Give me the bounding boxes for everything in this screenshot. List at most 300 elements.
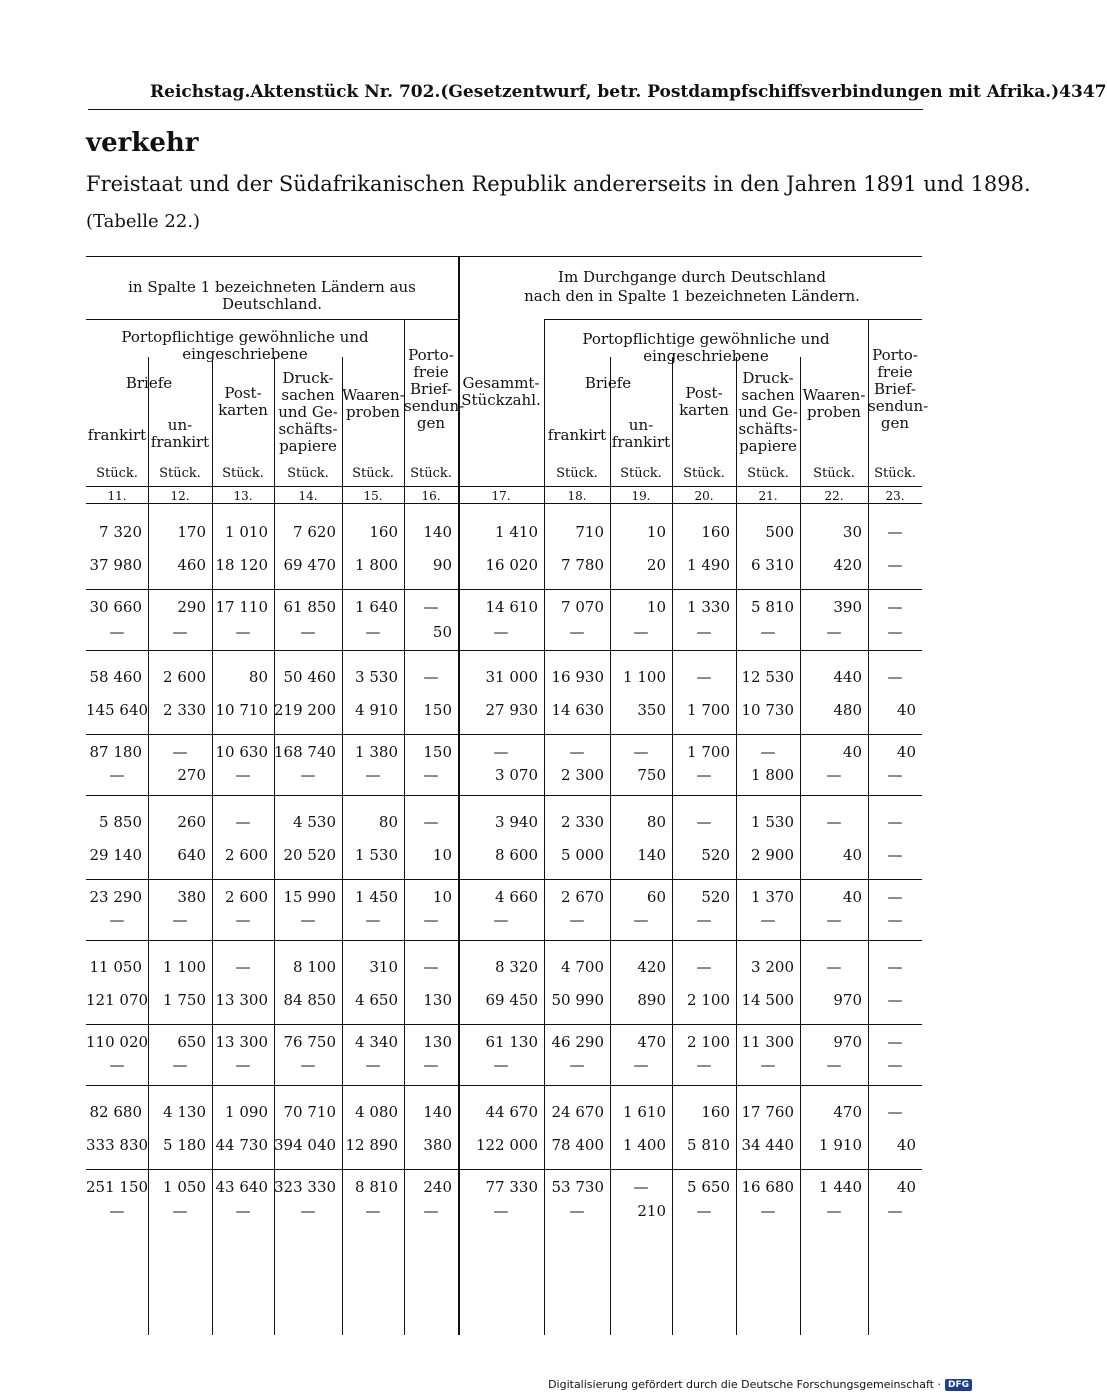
table-cell: 1 640 <box>355 598 398 616</box>
column-rule <box>404 319 405 1335</box>
table-cell: — <box>887 523 903 541</box>
table-cell: 270 <box>177 766 206 784</box>
column-rule <box>148 357 149 1335</box>
table-cell: 5 650 <box>687 1178 730 1196</box>
table-cell: 12 530 <box>741 668 794 686</box>
unit-label: Stück. <box>222 466 264 481</box>
table-cell: 1 910 <box>819 1136 862 1154</box>
column-rule <box>274 357 275 1335</box>
table-cell: — <box>887 766 903 784</box>
column-rule <box>458 257 460 1335</box>
table-cell: — <box>172 911 188 929</box>
table-cell: 5 810 <box>687 1136 730 1154</box>
table-cell: 7 620 <box>293 523 336 541</box>
table-cell: 1 530 <box>355 846 398 864</box>
unit-label: Stück. <box>747 466 789 481</box>
table-cell: — <box>423 1202 439 1220</box>
briefe-header-right: Briefe <box>584 374 632 392</box>
table-cell: 420 <box>833 556 862 574</box>
table-cell: 750 <box>637 766 666 784</box>
column-rule <box>342 357 343 1335</box>
table-cell: 710 <box>575 523 604 541</box>
table-cell: — <box>109 623 125 641</box>
table-cell: — <box>887 846 903 864</box>
table-cell: 40 <box>896 1178 916 1196</box>
table-cell: — <box>887 556 903 574</box>
table-cell: 14 630 <box>551 701 604 719</box>
table-cell: — <box>423 813 439 831</box>
table-cell: 420 <box>637 958 666 976</box>
table-cell: 1 610 <box>623 1103 666 1121</box>
table-cell: 140 <box>637 846 666 864</box>
table-cell: — <box>423 766 439 784</box>
unit-label: Stück. <box>352 466 394 481</box>
table-cell: — <box>887 623 903 641</box>
table-cell: 970 <box>833 1033 862 1051</box>
table-cell: — <box>493 623 509 641</box>
table-cell: 7 070 <box>561 598 604 616</box>
table-cell: — <box>696 623 712 641</box>
column-rule <box>868 319 869 1335</box>
column-header-11: frankirt <box>87 426 147 444</box>
table-cell: 140 <box>423 1103 452 1121</box>
table-cell: — <box>365 1202 381 1220</box>
unit-label: Stück. <box>683 466 725 481</box>
table-cell: 160 <box>701 523 730 541</box>
table-cell: 10 <box>432 846 452 864</box>
table-cell: — <box>887 911 903 929</box>
table-cell: — <box>300 911 316 929</box>
table-cell: 333 830 <box>86 1136 149 1154</box>
column-number: 12. <box>170 489 190 503</box>
column-header-13: Post- karten <box>218 384 268 419</box>
table-cell: 640 <box>177 846 206 864</box>
table-cell: — <box>300 766 316 784</box>
table-cell: 4 130 <box>163 1103 206 1121</box>
table-cell: 5 000 <box>561 846 604 864</box>
briefe-header-left: Briefe <box>125 374 173 392</box>
table-cell: — <box>696 813 712 831</box>
table-cell: 17 760 <box>741 1103 794 1121</box>
group-header-right-line2: nach den in Spalte 1 bezeichneten Ländern. <box>524 287 860 305</box>
group-header-right-line1: Im Durchgange durch Deutschland <box>558 268 826 286</box>
table-cell: 1 800 <box>751 766 794 784</box>
table-cell: 50 <box>432 623 452 641</box>
table-cell: 160 <box>369 523 398 541</box>
table-cell: 290 <box>177 598 206 616</box>
table-cell: 1 750 <box>163 991 206 1009</box>
table-cell: 520 <box>701 846 730 864</box>
table-cell: 150 <box>423 743 452 761</box>
unit-label: Stück. <box>813 466 855 481</box>
table-cell: — <box>235 766 251 784</box>
page-number: 4347 <box>1059 82 1107 102</box>
table-cell: — <box>760 1202 776 1220</box>
group-header-left: in Spalte 1 bezeichneten Ländern aus Deutschland. <box>128 278 416 313</box>
table-cell: 80 <box>646 813 666 831</box>
table-cell: 10 630 <box>215 743 268 761</box>
heading-verkehr: verkehr <box>86 128 199 158</box>
table-cell: 470 <box>833 1103 862 1121</box>
table-cell: — <box>633 623 649 641</box>
table-cell: — <box>493 743 509 761</box>
table-cell: 11 050 <box>89 958 142 976</box>
table-cell: 8 100 <box>293 958 336 976</box>
column-header-18: frankirt <box>547 426 607 444</box>
column-header-16: Porto- freie Brief- sendun- gen <box>404 346 465 432</box>
table-cell: — <box>235 1056 251 1074</box>
table-cell: — <box>826 1202 842 1220</box>
table-cell: — <box>569 1056 585 1074</box>
table-cell: 37 980 <box>89 556 142 574</box>
table-cell: — <box>365 911 381 929</box>
table-cell: — <box>493 1056 509 1074</box>
table-cell: 4 080 <box>355 1103 398 1121</box>
column-header-23: Porto- freie Brief- sendun- gen <box>868 346 929 432</box>
table-cell: — <box>696 668 712 686</box>
table-cell: 24 670 <box>551 1103 604 1121</box>
table-cell: 16 930 <box>551 668 604 686</box>
table-cell: 69 470 <box>283 556 336 574</box>
table-cell: 40 <box>842 743 862 761</box>
table-cell: 2 900 <box>751 846 794 864</box>
table-cell: 61 850 <box>283 598 336 616</box>
column-number: 11. <box>107 489 127 503</box>
table-cell: — <box>696 1202 712 1220</box>
table-cell: 30 <box>842 523 862 541</box>
unit-label: Stück. <box>874 466 916 481</box>
table-cell: 1 400 <box>623 1136 666 1154</box>
table-cell: — <box>235 813 251 831</box>
table-cell: 2 600 <box>225 888 268 906</box>
table-cell: 3 940 <box>495 813 538 831</box>
table-cell: 10 <box>432 888 452 906</box>
table-cell: 61 130 <box>485 1033 538 1051</box>
table-cell: — <box>300 623 316 641</box>
table-cell: 27 930 <box>485 701 538 719</box>
column-number: 18. <box>567 489 587 503</box>
table-cell: 14 500 <box>741 991 794 1009</box>
table-cell: 520 <box>701 888 730 906</box>
column-number: 17. <box>491 489 511 503</box>
table-cell: 130 <box>423 991 452 1009</box>
unit-label: Stück. <box>620 466 662 481</box>
table-cell: 34 440 <box>741 1136 794 1154</box>
table-cell: 20 520 <box>283 846 336 864</box>
table-cell: 77 330 <box>485 1178 538 1196</box>
table-cell: — <box>887 813 903 831</box>
table-cell: 60 <box>646 888 666 906</box>
table-cell: — <box>826 623 842 641</box>
column-header-19: un- frankirt <box>611 416 671 451</box>
table-cell: — <box>826 958 842 976</box>
table-cell: 50 460 <box>283 668 336 686</box>
table-cell: 4 530 <box>293 813 336 831</box>
table-cell: 350 <box>637 701 666 719</box>
table-cell: — <box>760 911 776 929</box>
table-cell: — <box>633 1056 649 1074</box>
table-cell: 17 110 <box>215 598 268 616</box>
table-cell: — <box>887 958 903 976</box>
table-cell: 1 410 <box>495 523 538 541</box>
table-cell: — <box>365 1056 381 1074</box>
table-cell: 2 330 <box>561 813 604 831</box>
table-cell: 29 140 <box>89 846 142 864</box>
table-cell: 1 100 <box>623 668 666 686</box>
table-cell: 90 <box>432 556 452 574</box>
table-cell: — <box>887 1033 903 1051</box>
table-cell: 4 910 <box>355 701 398 719</box>
table-cell: 10 710 <box>215 701 268 719</box>
table-cell: 145 640 <box>86 701 149 719</box>
table-cell: — <box>569 623 585 641</box>
table-cell: 251 150 <box>86 1178 149 1196</box>
table-cell: 10 <box>646 523 666 541</box>
table-cell: 82 680 <box>89 1103 142 1121</box>
table-cell: — <box>235 623 251 641</box>
table-cell: — <box>109 766 125 784</box>
table-cell: 44 670 <box>485 1103 538 1121</box>
table-cell: 20 <box>646 556 666 574</box>
table-cell: — <box>172 1202 188 1220</box>
table-cell: 1 090 <box>225 1103 268 1121</box>
table-cell: 130 <box>423 1033 452 1051</box>
table-cell: 18 120 <box>215 556 268 574</box>
unit-label: Stück. <box>287 466 329 481</box>
table-cell: 5 180 <box>163 1136 206 1154</box>
subheader-left: Portopflichtige gewöhnliche und eingeschriebene <box>121 328 369 363</box>
table-cell: 2 330 <box>163 701 206 719</box>
table-cell: 1 450 <box>355 888 398 906</box>
table-cell: 260 <box>177 813 206 831</box>
table-cell: 6 310 <box>751 556 794 574</box>
table-cell: 15 990 <box>283 888 336 906</box>
table-cell: 1 700 <box>687 701 730 719</box>
table-cell: 43 640 <box>215 1178 268 1196</box>
table-cell: 10 730 <box>741 701 794 719</box>
table-cell: 40 <box>842 846 862 864</box>
table-cell: 13 300 <box>215 1033 268 1051</box>
table-reference: (Tabelle 22.) <box>86 211 201 232</box>
table-cell: 394 040 <box>274 1136 337 1154</box>
running-head-left: Reichstag. <box>150 82 251 102</box>
table-cell: — <box>423 958 439 976</box>
column-rule <box>672 357 673 1335</box>
unit-label: Stück. <box>556 466 598 481</box>
table-cell: 13 300 <box>215 991 268 1009</box>
table-cell: 150 <box>423 701 452 719</box>
table-cell: — <box>887 1056 903 1074</box>
table-cell: 1 800 <box>355 556 398 574</box>
table-cell: 58 460 <box>89 668 142 686</box>
running-head-subject: (Gesetzentwurf, betr. Postdampfschiffsverbindungen mit Afrika.) <box>440 82 1060 102</box>
table-cell: 140 <box>423 523 452 541</box>
subheader-right: Portopflichtige gewöhnliche und eingeschriebene <box>582 330 830 365</box>
table-cell: 78 400 <box>551 1136 604 1154</box>
table-cell: 5 810 <box>751 598 794 616</box>
column-rule <box>212 357 213 1335</box>
table-cell: — <box>423 598 439 616</box>
table-cell: — <box>887 668 903 686</box>
table-cell: — <box>633 743 649 761</box>
table-cell: — <box>300 1202 316 1220</box>
table-cell: — <box>826 911 842 929</box>
table-cell: — <box>887 598 903 616</box>
table-cell: — <box>493 1202 509 1220</box>
table-cell: 323 330 <box>274 1178 337 1196</box>
table-cell: 3 530 <box>355 668 398 686</box>
table-cell: — <box>826 1056 842 1074</box>
table-cell: 470 <box>637 1033 666 1051</box>
table-cell: 87 180 <box>89 743 142 761</box>
table-cell: 1 380 <box>355 743 398 761</box>
table-cell: 80 <box>378 813 398 831</box>
table-cell: 110 020 <box>86 1033 149 1051</box>
table-cell: 160 <box>701 1103 730 1121</box>
table-cell: 650 <box>177 1033 206 1051</box>
running-head <box>150 82 1107 102</box>
table-cell: 2 100 <box>687 991 730 1009</box>
table-cell: 380 <box>177 888 206 906</box>
running-head-rule <box>88 109 923 110</box>
table-cell: — <box>760 623 776 641</box>
table-cell: — <box>172 743 188 761</box>
table-cell: 121 070 <box>86 991 149 1009</box>
table-cell: 2 100 <box>687 1033 730 1051</box>
table-cell: 1 700 <box>687 743 730 761</box>
table-cell: — <box>696 1056 712 1074</box>
table-cell: — <box>423 668 439 686</box>
table-cell: 16 020 <box>485 556 538 574</box>
unit-label: Stück. <box>159 466 201 481</box>
column-number: 19. <box>631 489 651 503</box>
table-cell: 16 680 <box>741 1178 794 1196</box>
column-number: 14. <box>298 489 318 503</box>
table-cell: 31 000 <box>485 668 538 686</box>
table-cell: — <box>826 766 842 784</box>
table-cell: 8 320 <box>495 958 538 976</box>
table-cell: — <box>826 813 842 831</box>
table-cell: 40 <box>896 743 916 761</box>
column-header-20: Post- karten <box>679 384 729 419</box>
table-cell: 240 <box>423 1178 452 1196</box>
table-cell: — <box>109 911 125 929</box>
table-cell: 1 010 <box>225 523 268 541</box>
unit-label: Stück. <box>96 466 138 481</box>
table-cell: 390 <box>833 598 862 616</box>
table-cell: 4 660 <box>495 888 538 906</box>
table-cell: 80 <box>248 668 268 686</box>
table-cell: — <box>109 1202 125 1220</box>
table-cell: — <box>235 1202 251 1220</box>
table-cell: — <box>172 1056 188 1074</box>
column-number: 16. <box>421 489 441 503</box>
table-cell: 12 890 <box>345 1136 398 1154</box>
table-cell: 5 850 <box>99 813 142 831</box>
table-cell: 8 600 <box>495 846 538 864</box>
table-cell: — <box>760 1056 776 1074</box>
table-cell: 4 650 <box>355 991 398 1009</box>
table-cell: — <box>569 1202 585 1220</box>
table-cell: 310 <box>369 958 398 976</box>
table-cell: 1 050 <box>163 1178 206 1196</box>
table-cell: — <box>300 1056 316 1074</box>
table-cell: 40 <box>896 1136 916 1154</box>
table-cell: — <box>887 1103 903 1121</box>
table-cell: — <box>172 623 188 641</box>
column-number: 22. <box>824 489 844 503</box>
table-cell: 3 200 <box>751 958 794 976</box>
table-cell: — <box>235 911 251 929</box>
table-cell: 14 610 <box>485 598 538 616</box>
table-cell: — <box>365 766 381 784</box>
table-cell: 480 <box>833 701 862 719</box>
table-cell: — <box>365 623 381 641</box>
table-cell: — <box>696 911 712 929</box>
table-cell: 1 440 <box>819 1178 862 1196</box>
table-cell: 500 <box>765 523 794 541</box>
table-cell: 440 <box>833 668 862 686</box>
table-cell: — <box>887 1202 903 1220</box>
table-cell: — <box>109 1056 125 1074</box>
table-cell: 170 <box>177 523 206 541</box>
column-header-14: Druck- sachen und Ge- schäfts- papiere <box>278 369 338 455</box>
table-cell: 7 320 <box>99 523 142 541</box>
table-cell: 2 600 <box>225 846 268 864</box>
table-cell: — <box>887 991 903 1009</box>
table-cell: 380 <box>423 1136 452 1154</box>
table-cell: 2 600 <box>163 668 206 686</box>
table-cell: 219 200 <box>274 701 337 719</box>
column-number: 13. <box>233 489 253 503</box>
running-head-document-no: Aktenstück Nr. 702. <box>250 82 441 102</box>
statistics-table <box>86 256 929 1335</box>
column-header-21: Druck- sachen und Ge- schäfts- papiere <box>738 369 798 455</box>
table-cell: — <box>235 958 251 976</box>
table-rule <box>544 319 922 320</box>
table-cell: 69 450 <box>485 991 538 1009</box>
footer-text: Digitalisierung gefördert durch die Deutsche Forschungsgemeinschaft · <box>548 1378 941 1391</box>
table-cell: 1 100 <box>163 958 206 976</box>
column-rule <box>736 357 737 1335</box>
column-number: 21. <box>758 489 778 503</box>
table-cell: 44 730 <box>215 1136 268 1154</box>
table-cell: — <box>423 911 439 929</box>
table-cell: — <box>569 743 585 761</box>
table-cell: 84 850 <box>283 991 336 1009</box>
column-header-17: Gesammt- Stückzahl. <box>461 374 541 409</box>
column-rule <box>800 357 801 1335</box>
table-cell: — <box>633 1178 649 1196</box>
table-cell: 7 780 <box>561 556 604 574</box>
heading-subtitle: Freistaat und der Südafrikanischen Republik andererseits in den Jahren 1891 und 1898. <box>86 172 1031 196</box>
table-cell: — <box>887 888 903 906</box>
table-cell: 10 <box>646 598 666 616</box>
table-cell: 70 710 <box>283 1103 336 1121</box>
table-cell: 40 <box>896 701 916 719</box>
footer-credit <box>548 1378 972 1391</box>
table-rule <box>86 319 458 320</box>
column-rule <box>544 319 545 1335</box>
table-cell: 168 740 <box>274 743 337 761</box>
table-cell: 1 330 <box>687 598 730 616</box>
table-cell: 8 810 <box>355 1178 398 1196</box>
table-cell: — <box>696 958 712 976</box>
column-header-15: Waaren- proben <box>342 386 405 421</box>
table-cell: 890 <box>637 991 666 1009</box>
table-cell: 2 300 <box>561 766 604 784</box>
table-cell: 76 750 <box>283 1033 336 1051</box>
